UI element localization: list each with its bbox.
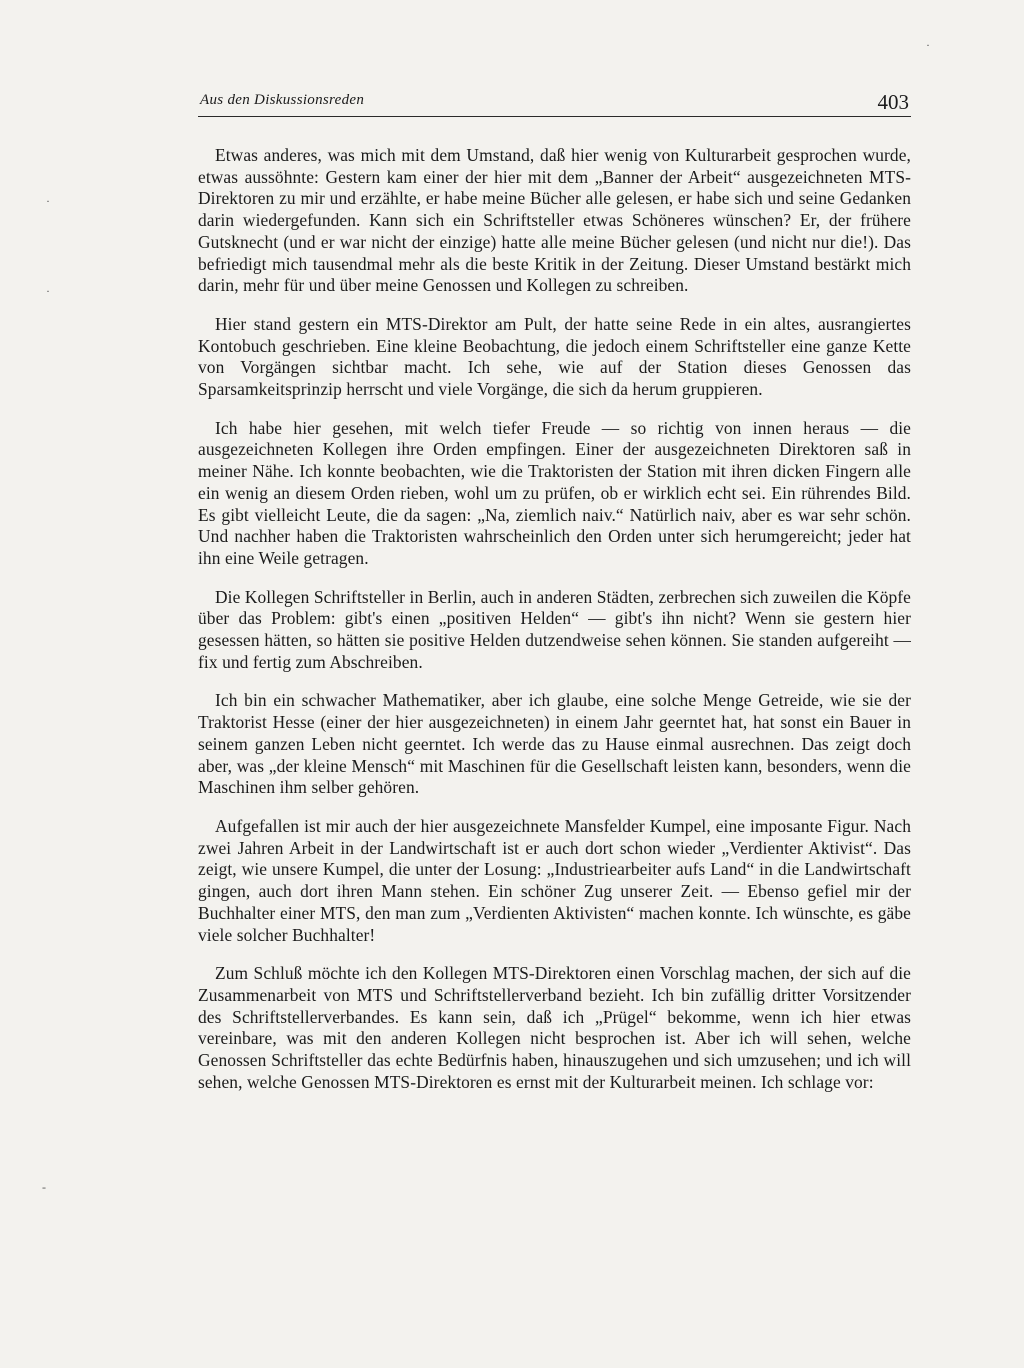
paragraph: Ich bin ein schwacher Mathematiker, aber ich glaube, eine solche Menge Getreide, wie sie der Traktorist Hesse (einer der hier ausgezeichneten) in einem Jahr geerntet hat, hat sonst ein Bauer in seinem ganzen Leben nicht geerntet. Ich werde das zu Hause einmal ausrechnen. Das zeigt doch aber, was „der kleine Mensch“ mit Maschinen für die Gesellschaft leisten kann, besonders, wenn die Maschinen ihm selber gehören.: [198, 690, 911, 798]
paragraph: Ich habe hier gesehen, mit welch tiefer Freude — so richtig von innen heraus — die ausgezeichneten Kollegen ihre Orden empfingen. Einer der ausgezeichneten Direktoren saß in meiner Nähe. Ich konnte beobachten, wie die Traktoristen der Station mit ihren dicken Fingern alle ein wenig an diesem Orden rieben, wohl um zu prüfen, ob er wirklich echt sei. Ein rührendes Bild. Es gibt vielleicht Leute, die da sagen: „Na, ziemlich naiv.“ Natürlich naiv, aber es war sehr schön. Und nachher haben die Traktoristen wahrscheinlich den Orden unter sich herumgereicht; jeder hat ihn eine Weile getragen.: [198, 417, 911, 568]
book-page: [198, 86, 911, 1110]
paragraph: Hier stand gestern ein MTS-Direktor am Pult, der hatte seine Rede in ein altes, ausrangiertes Kontobuch geschrieben. Eine kleine Beobachtung, die jedoch einem Schriftsteller eine ganze Kette von Vorgängen sichtbar macht. Ich sehe, wie auf der Station dieses Genossen das Sparsamkeitsprinzip herrscht und viele Vorgänge, die sich da herum gruppieren.: [198, 313, 911, 400]
running-title: Aus den Diskussionsreden: [200, 92, 365, 108]
paragraph: Zum Schluß möchte ich den Kollegen MTS-Direktoren einen Vorschlag machen, der sich auf die Zusammenarbeit von MTS und Schriftstellerverband bezieht. Ich bin zufällig dritter Vorsitzender des Schriftstellerverbandes. Es kann sein, daß ich „Prügel“ bekomme, wenn ich hier etwas vereinbare, was mit den anderen Kollegen nicht besprochen ist. Aber ich will sehen, welche Genossen Schriftsteller das echte Bedürfnis haben, hinauszugehen und sich umzusehen; und ich will sehen, welche Genossen MTS-Direktoren es ernst mit der Kulturarbeit meinen. Ich schlage vor:: [198, 963, 911, 1092]
scan-speck: -: [42, 1180, 46, 1194]
page-header: [198, 86, 911, 117]
scan-speck: ·: [926, 38, 930, 52]
scan-speck: ·: [46, 284, 50, 298]
body-text: [198, 145, 911, 1093]
paragraph: Aufgefallen ist mir auch der hier ausgezeichnete Mansfelder Kumpel, eine imposante Figur. Nach zwei Jahren Arbeit in der Landwirtschaft ist er auch dort schon wieder „Verdienter Aktivist“. Das zeigt, wie unsere Kumpel, die unter der Losung: „Industriearbeiter aufs Land“ in die Landwirtschaft gingen, auch dort ihren Mann stehen. Ein schöner Zug unserer Zeit. — Ebenso gefiel mir der Buchhalter einer MTS, den man zum „Verdienten Aktivisten“ machen konnte. Ich wünschte, es gäbe viele solcher Buchhalter!: [198, 815, 911, 945]
scan-speck: ·: [46, 194, 50, 208]
paragraph: Etwas anderes, was mich mit dem Umstand, daß hier wenig von Kulturarbeit gesprochen wurde, etwas aussöhnte: Gestern kam einer der hier mit dem „Banner der Arbeit“ ausgezeichneten MTS-Direktoren zu mir und erzählte, er habe meine Bücher alle gelesen, er habe sich und seine Gedanken darin wiedergefunden. Kann sich ein Schriftsteller etwas Schöneres wünschen? Er, der frühere Gutsknecht (und er war nicht der einzige) hatte alle meine Bücher gelesen (und nicht nur die!). Das befriedigt mich tausendmal mehr als die beste Kritik in der Zeitung. Dieser Umstand bestärkt mich darin, mehr für und über meine Genossen und Kollegen zu schreiben.: [198, 145, 911, 296]
page-number: 403: [877, 90, 909, 114]
paragraph: Die Kollegen Schriftsteller in Berlin, auch in anderen Städten, zerbrechen sich zuweilen die Köpfe über das Problem: gibt's einen „positiven Helden“ — gibt's ihn nicht? Wenn sie gestern hier gesessen hätten, so hätten sie positive Helden dutzendweise sehen können. Sie standen aufgereiht — fix und fertig zum Abschreiben.: [198, 586, 911, 672]
